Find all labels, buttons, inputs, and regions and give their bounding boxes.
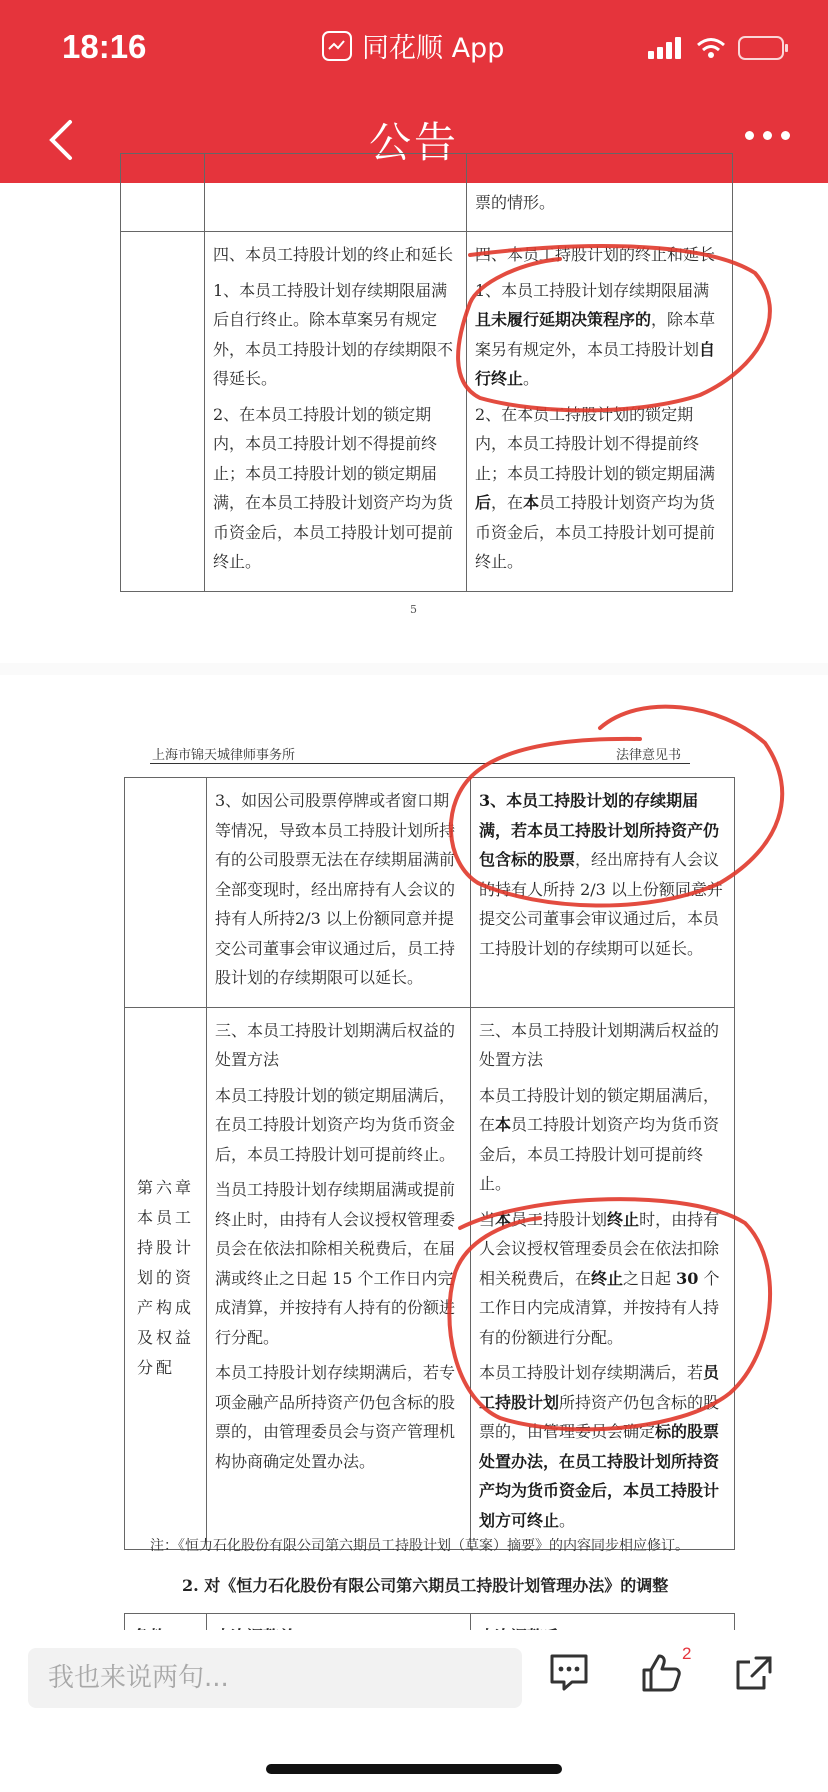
cell-text: 四、本员工持股计划的终止和延长	[213, 245, 454, 264]
cell-text: 当本员工持股计划终止时，由持有人会议授权管理委员会在依法扣除相关税费后，在终止之日起 30 个工作日内完成清算，并按持有人持有的份额进行分配。	[479, 1209, 720, 1347]
amendment-table-1	[120, 153, 733, 592]
table-cell	[471, 1007, 735, 1550]
table-cell	[125, 778, 207, 1008]
signal-icon	[648, 37, 684, 59]
home-indicator[interactable]	[266, 1764, 562, 1774]
section-subheading: 2. 对《恒力石化股份有限公司第六期员工持股计划管理办法》的调整	[182, 1576, 669, 1595]
amendment-table-2	[124, 777, 735, 1550]
document-type: 法律意见书	[616, 748, 682, 763]
table-cell	[471, 778, 735, 1008]
page-number: 5	[410, 603, 417, 616]
comment-input[interactable]	[28, 1648, 522, 1708]
cell-text: 票的情形。	[475, 193, 556, 212]
cell-text: 四、本员工持股计划的终止和延长	[475, 245, 716, 264]
wifi-icon	[696, 37, 726, 59]
cell-text: 当员工持股计划存续期届满或提前终止时，由持有人会议授权管理委员会在依法扣除相关税费后，在届满或终止之日起 15 个工作日内完成清算，并按持有人持有的份额进行分配。	[215, 1180, 456, 1347]
table-cell	[125, 1007, 207, 1550]
cell-text: 2、在本员工持股计划的锁定期内，本员工持股计划不得提前终止；本员工持股计划的锁定期届满，在本员工持股计划资产均为货币资金后，本员工持股计划可提前终止。	[213, 404, 454, 571]
share-icon[interactable]	[734, 1652, 774, 1692]
cell-text: 三、本员工持股计划期满后权益的处置方法	[215, 1020, 456, 1069]
comment-icon[interactable]	[548, 1652, 590, 1692]
status-app-name	[322, 26, 504, 65]
table-cell	[467, 232, 733, 592]
comment-bar	[0, 1630, 828, 1792]
footnote: 注：《恒力石化股份有限公司第六期员工持股计划（草案）摘要》的内容同步相应修订。	[150, 1538, 689, 1554]
cell-text: 本员工持股计划的锁定期届满后，在员工持股计划资产均为货币资金后，本员工持股计划可提前终止。	[215, 1085, 456, 1164]
table-cell	[121, 232, 205, 592]
chapter-label: 第六章本员工持股计划的资产构成及权益分配	[137, 1178, 195, 1378]
page-title: 公告	[368, 118, 459, 167]
firm-name: 上海市锦天城律师事务所	[152, 748, 296, 763]
cell-text: 1、本员工持股计划存续期限届满后自行终止。除本草案另有规定外，本员工持股计划的存续期限不得延长。	[213, 280, 454, 388]
header-rule	[150, 763, 690, 764]
like-count-badge: 2	[682, 1644, 692, 1663]
cell-text: 3、本员工持股计划的存续期届满，若本员工持股计划所持资产仍包含标的股票，经出席持有人会议的持有人所持 2/3 以上份额同意并提交公司董事会审议通过后，本员工持股计划的存续期可以延长。	[479, 791, 723, 958]
status-indicators	[648, 36, 790, 60]
like-icon[interactable]	[640, 1652, 682, 1694]
tonghuashun-logo-icon	[322, 31, 352, 61]
table-cell	[207, 778, 471, 1008]
status-time: 18:16	[62, 28, 147, 65]
table-cell	[467, 154, 733, 232]
cell-text: 三、本员工持股计划期满后权益的处置方法	[479, 1020, 720, 1069]
table-cell	[207, 1007, 471, 1550]
cell-text: 本员工持股计划的锁定期届满后，在本员工持股计划资产均为货币资金后，本员工持股计划可提前终止。	[479, 1085, 720, 1193]
status-app-label: 同花顺 App	[362, 33, 505, 64]
more-menu-icon[interactable]	[745, 131, 790, 140]
cell-text: 3、如因公司股票停牌或者窗口期等情况，导致本员工持股计划所持有的公司股票无法在存续期届满前全部变现时，经出席持有人会议的持有人所持2/3 以上份额同意并提交公司董事会审议通过后，员工持股计划的存续期限可以延长。	[215, 791, 456, 987]
announcement-document[interactable]	[0, 183, 828, 1630]
battery-icon	[738, 36, 790, 60]
table-cell	[121, 154, 205, 232]
table-cell	[205, 232, 467, 592]
cell-text: 本员工持股计划存续期满后，若专项金融产品所持资产仍包含标的股票的，由管理委员会与资产管理机构协商确定处置办法。	[215, 1363, 456, 1471]
cell-text: 1、本员工持股计划存续期限届满且未履行延期决策程序的，除本草案另有规定外，本员工持股计划自行终止。	[475, 280, 716, 388]
cell-text: 本员工持股计划存续期满后，若员工持股计划所持资产仍包含标的股票的，由管理委员会确定标的股票处置办法，在员工持股计划所持资产均为货币资金后，本员工持股计划方可终止。	[479, 1363, 720, 1530]
cell-text: 2、在本员工持股计划的锁定期内，本员工持股计划不得提前终止；本员工持股计划的锁定期届满后，在本员工持股计划资产均为货币资金后，本员工持股计划可提前终止。	[475, 404, 716, 571]
table-cell	[205, 154, 467, 232]
